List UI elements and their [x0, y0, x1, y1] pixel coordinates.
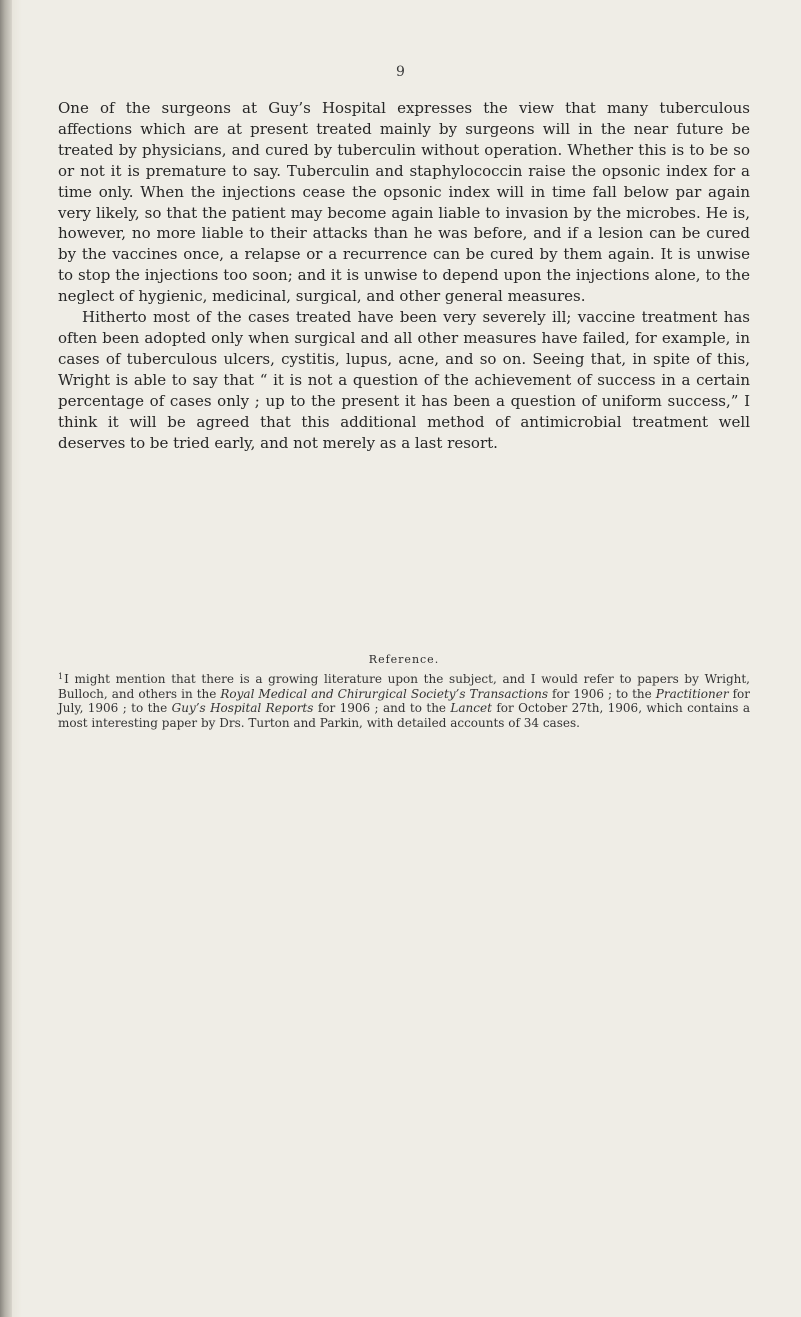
footnote-title-practitioner: Practitioner: [655, 686, 729, 701]
footnote-title-lancet: Lancet: [450, 701, 492, 716]
page-binding-edge: [0, 0, 12, 1317]
footnote-title-transactions: Royal Medical and Chirurgical Society’s Transactions: [220, 686, 548, 701]
footnote-marker: 1: [58, 672, 64, 681]
footnote-segment: for October 27th, 1906, which contains a most interesting paper by Drs. Turton and Parkin, with detailed accounts of 34 cases.: [58, 701, 750, 730]
footnote-segment: I might mention that there is a growing literature upon the subject, and I would refer to papers by Wright, Bulloch, and others in the: [58, 672, 750, 701]
footnote-title-guys-reports: Guy’s Hospital Reports: [171, 701, 314, 716]
footnote-segment: for 1906 ; and to the: [313, 701, 451, 716]
footnote-segment: for 1906 ; to the: [547, 686, 656, 701]
body-text: [58, 98, 750, 453]
footnote-segment: for July, 1906 ; to the: [58, 686, 751, 716]
reference-heading: Reference.: [368, 653, 440, 666]
reference-footnote: [58, 670, 750, 730]
paragraph-1: One of the surgeons at Guy’s Hospital expresses the view that many tuberculous affections which are at present treated mainly by surgeons will in the near future be treated by physicians, and cured by tuberculin without operation. Whether this is to be so or not it is premature to say. Tuberculin and staphylococcin raise the opsonic index for a time only. When the injections cease the opsonic index will in time fall below par again very likely, so that the patient may become again liable to invasion by the microbes. He is, however, no more liable to their attacks than he was before, and if a lesion can be cured by the vaccines once, a relapse or a recurrence can be cured by them again. It is unwise to stop the injections too soon; and it is unwise to depend upon the injections alone, to the neglect of hygienic, medicinal, surgical, and other general measures.: [58, 99, 750, 306]
paragraph-2: Hitherto most of the cases treated have been very severely ill; vaccine treatment has often been adopted only when surgical and all other measures have failed, for example, in cases of tuberculous ulcers, cystitis, lupus, acne, and so on. Seeing that, in spite of this, Wright is able to say that “ it is not a question of the achievement of success in a certain percentage of cases only ; up to the present it has been a question of uniform success,” I think it will be agreed that this additional method of antimicrobial treatment well deserves to be tried early, and not merely as a last resort.: [58, 308, 750, 452]
page-number: 9: [396, 64, 405, 80]
